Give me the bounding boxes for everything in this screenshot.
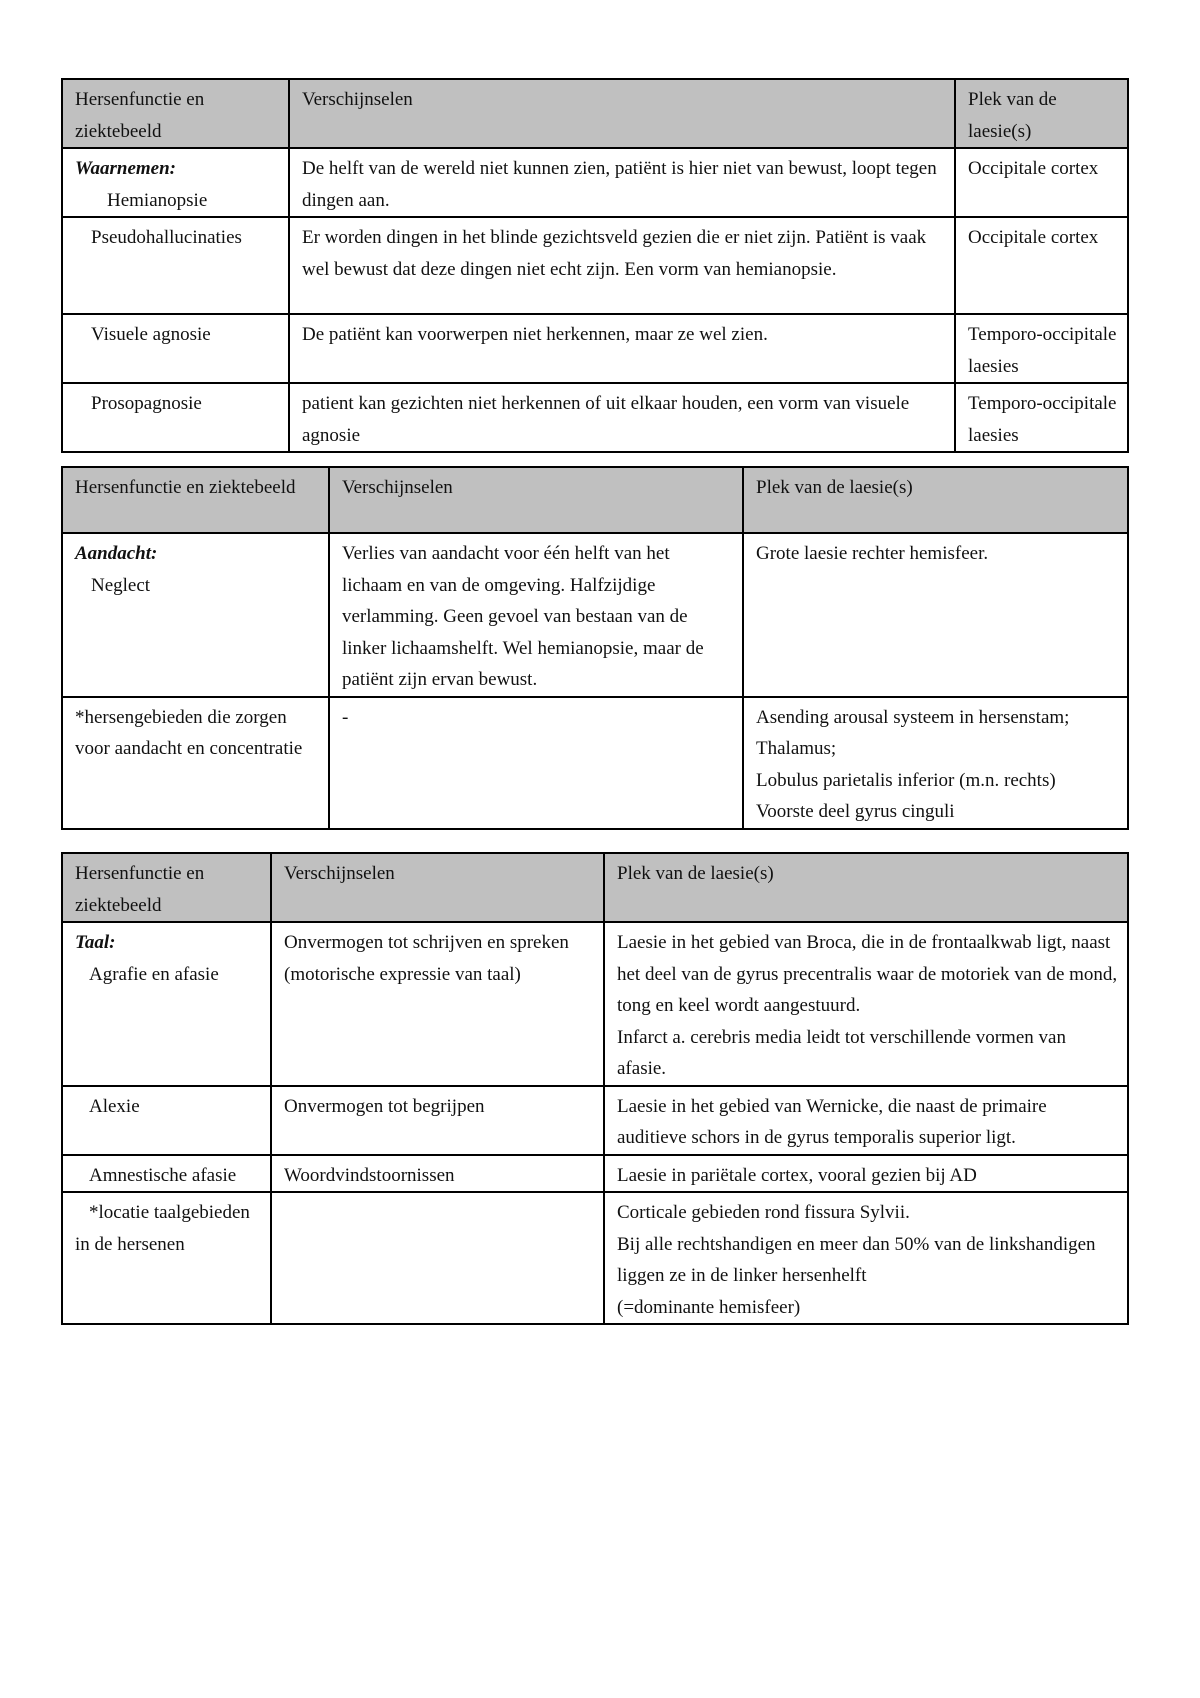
header-function: Hersenfunctie en ziektebeeld (62, 467, 329, 533)
location-cell: Occipitale cortex (955, 217, 1128, 314)
function-cell: *hersengebieden die zorgen voor aandacht en concentratie (62, 697, 329, 829)
location-line: Corticale gebieden rond fissura Sylvii. (617, 1202, 910, 1223)
table-row (62, 383, 1128, 452)
symptoms-cell: Onvermogen tot begrijpen (271, 1086, 604, 1155)
table-row (62, 217, 1128, 314)
header-function: Hersenfunctie en ziektebeeld (62, 79, 289, 148)
header-symptoms: Verschijnselen (289, 79, 955, 148)
header-symptoms: Verschijnselen (271, 853, 604, 922)
location-line: Asending arousal systeem in hersenstam; (756, 706, 1070, 728)
table-row (62, 1192, 1128, 1324)
table-row (62, 697, 1128, 829)
location-cell: Temporo-occipitale laesies (955, 383, 1128, 452)
header-location: Plek van de laesie(s) (955, 79, 1128, 148)
table-row (62, 148, 1128, 217)
location-cell: Temporo-occipitale laesies (955, 314, 1128, 383)
condition-name: Pseudohallucinaties (91, 227, 242, 248)
header-symptoms: Verschijnselen (329, 467, 743, 533)
function-cell (62, 1086, 271, 1155)
header-location: Plek van de laesie(s) (743, 467, 1128, 533)
condition-name: Visuele agnosie (91, 324, 211, 345)
condition-name: Alexie (89, 1095, 140, 1117)
header-function: Hersenfunctie en ziektebeeld (62, 853, 271, 922)
table-header-row (62, 853, 1128, 922)
symptoms-cell: De helft van de wereld niet kunnen zien, patiënt is hier niet van bewust, loopt tegen dingen aan. (289, 148, 955, 217)
function-cell (62, 922, 271, 1086)
location-cell (604, 1192, 1128, 1324)
location-line: Infarct a. cerebris media leidt tot verschillende vormen van afasie. (617, 1026, 1066, 1079)
function-cell (62, 1192, 271, 1324)
symptoms-cell (271, 1192, 604, 1324)
location-line: Bij alle rechtshandigen en meer dan 50% van de linkshandigen liggen ze in de linker hersenhelft (617, 1233, 1096, 1286)
symptoms-cell: Onvermogen tot schrijven en spreken (motorische expressie van taal) (271, 922, 604, 1086)
category-label: Aandacht: (75, 543, 158, 564)
condition-name: Amnestische afasie (89, 1164, 237, 1186)
category-label: Taal: (75, 932, 116, 953)
table-waarnemen (61, 78, 1129, 453)
location-line: Voorste deel gyrus cinguli (756, 801, 955, 822)
location-cell: Grote laesie rechter hemisfeer. (743, 533, 1128, 697)
location-cell: Occipitale cortex (955, 148, 1128, 217)
function-cell (62, 314, 289, 383)
table-row (62, 1155, 1128, 1193)
location-line: Laesie in het gebied van Broca, die in de frontaalkwab ligt, naast het deel van de gyrus precentralis waar de motoriek van de mond, tong en keel wordt aangestuurd. (617, 932, 1118, 1016)
table-taal (61, 852, 1129, 1325)
condition-name-rest: taalgebieden in de hersenen (75, 1202, 250, 1255)
table-header-row (62, 467, 1128, 533)
location-cell (743, 697, 1128, 829)
location-cell: Laesie in het gebied van Wernicke, die naast de primaire auditieve schors in de gyrus temporalis superior ligt. (604, 1086, 1128, 1155)
condition-name: Prosopagnosie (91, 393, 202, 414)
condition-name: Agrafie en afasie (89, 963, 219, 985)
table-row (62, 1086, 1128, 1155)
condition-name: Hemianopsie (107, 189, 208, 211)
location-line: (=dominante hemisfeer) (617, 1296, 801, 1318)
table-aandacht (61, 466, 1129, 830)
function-cell (62, 383, 289, 452)
function-cell (62, 1155, 271, 1193)
symptoms-cell: De patiënt kan voorwerpen niet herkennen, maar ze wel zien. (289, 314, 955, 383)
category-label: Waarnemen: (75, 158, 176, 179)
function-cell (62, 217, 289, 314)
condition-name: *locatie (89, 1202, 150, 1223)
symptoms-cell: Er worden dingen in het blinde gezichtsveld gezien die er niet zijn. Patiënt is vaak wel bewust dat deze dingen niet echt zijn. Een vorm van hemianopsie. (289, 217, 955, 314)
condition-name: Neglect (91, 574, 151, 596)
location-line: Lobulus parietalis inferior (m.n. rechts) (756, 769, 1056, 791)
table-row (62, 533, 1128, 697)
symptoms-cell: Verlies van aandacht voor één helft van het lichaam en van de omgeving. Halfzijdige verlamming. Geen gevoel van bestaan van de linker lichaamshelft. Wel hemianopsie, maar de patiënt zijn ervan bewust. (329, 533, 743, 697)
symptoms-cell: Woordvindstoornissen (271, 1155, 604, 1193)
symptoms-cell: - (329, 697, 743, 829)
function-cell (62, 533, 329, 697)
location-cell (604, 922, 1128, 1086)
function-cell (62, 148, 289, 217)
location-cell: Laesie in pariëtale cortex, vooral gezien bij AD (604, 1155, 1128, 1193)
table-row (62, 922, 1128, 1086)
table-header-row (62, 79, 1128, 148)
location-line: Thalamus; (756, 738, 837, 759)
table-row (62, 314, 1128, 383)
symptoms-cell: patient kan gezichten niet herkennen of uit elkaar houden, een vorm van visuele agnosie (289, 383, 955, 452)
header-location: Plek van de laesie(s) (604, 853, 1128, 922)
